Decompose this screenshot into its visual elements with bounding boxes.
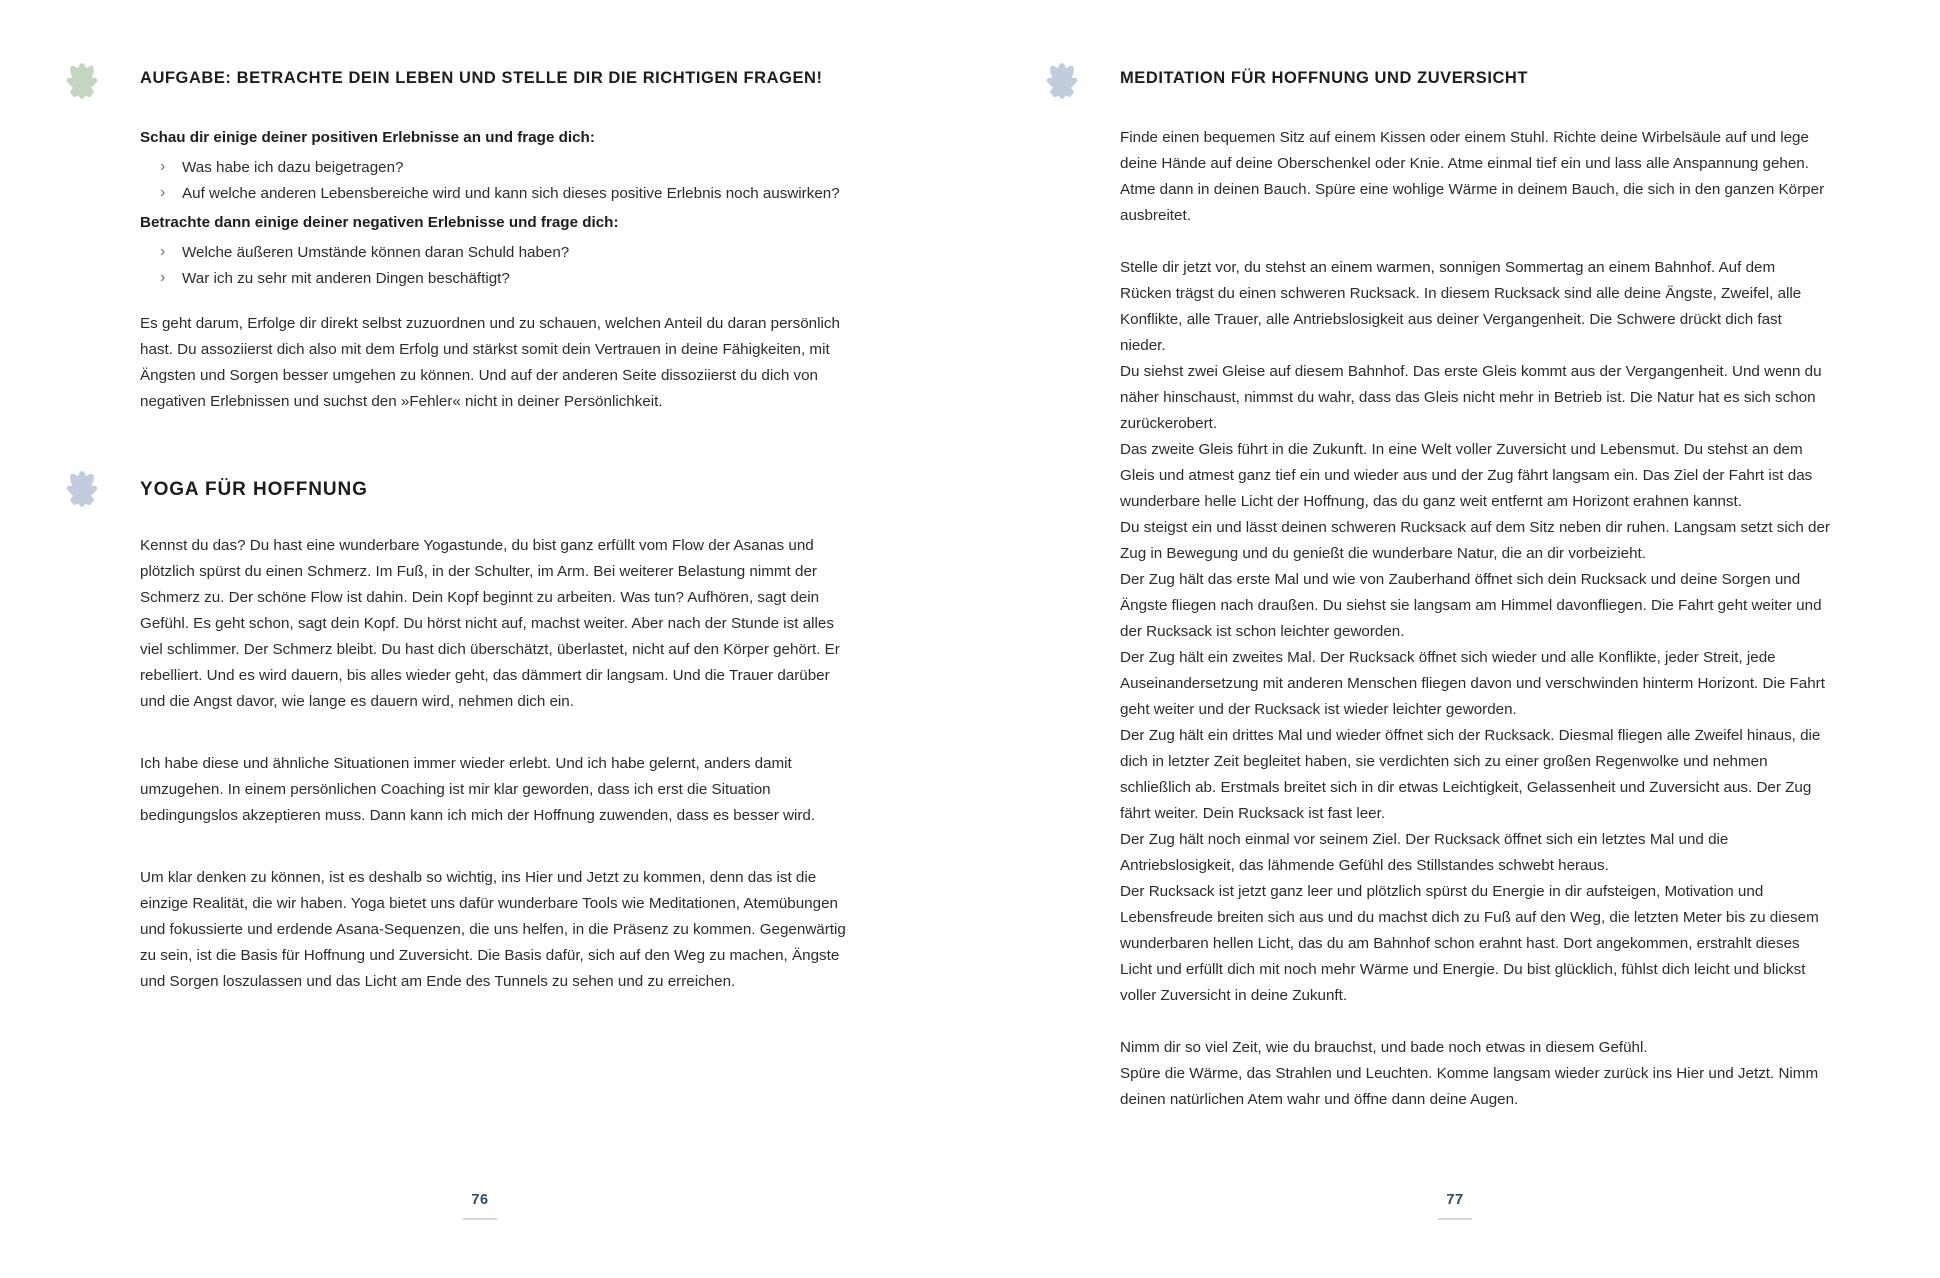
spacer — [140, 295, 850, 311]
question-list-negative — [140, 240, 850, 291]
paragraph: Der Rucksack ist jetzt ganz leer und plötzlich spürst du Energie in dir aufsteigen, Motivation und Lebensfreude breiten sich aus und du machst dich zu Fuß auf den Weg, die letzten Meter bis zu diesem wunderbaren hellen Licht, das du am Bahnhof schon erahnt hast. Dort angekommen, erstrahlt dieses Licht und erfüllt dich mit noch mehr Wärme und Energie. Du bist glücklich, fühlst dich leicht und blickst voller Zuversicht in deine Zukunft. — [1120, 883, 1819, 1004]
section-header-yoga — [90, 463, 850, 515]
folio-rule — [1438, 1218, 1472, 1220]
prompt-lead-positive: Schau dir einige deiner positiven Erlebnisse an und frage dich: — [140, 129, 595, 146]
list-item: › Auf welche anderen Lebensbereiche wird und kann sich dieses positive Erlebnis noch auswirken? — [158, 181, 850, 206]
section-title: YOGA FÜR HOFFNUNG — [140, 479, 368, 500]
page-right — [970, 0, 1940, 1278]
folio-left — [0, 1192, 970, 1220]
paragraph: Du steigst ein und lässt deinen schweren Rucksack auf dem Sitz neben dir ruhen. Langsam setzt sich der Zug in Bewegung und du genießt die wunderbare Natur, die an dir vorbeizieht. — [1120, 519, 1830, 562]
spacer — [90, 435, 850, 463]
aufgabe-body — [90, 125, 850, 415]
spacer — [1120, 229, 1830, 255]
list-item: › War ich zu sehr mit anderen Dingen beschäftigt? — [158, 266, 850, 291]
paragraph: Der Zug hält ein drittes Mal und wieder öffnet sich der Rucksack. Diesmal fliegen alle Zweifel hinaus, die dich in letzter Zeit begleitet haben, sie verdichten sich zu einer großen Regenwolke und nehmen schließlich ab. Erstmals breitet sich in dir etwas Leichtigkeit, Gelassenheit und Zuversicht aus. Der Zug fährt weiter. Dein Rucksack ist fast leer. — [1120, 727, 1821, 822]
lotus-icon — [50, 449, 114, 513]
list-item: › Was habe ich dazu beigetragen? — [158, 155, 850, 180]
paragraph: Der Zug hält das erste Mal und wie von Zauberhand öffnet sich dein Rucksack und deine Sorgen und Ängste fliegen nach draußen. Du siehst sie langsam am Himmel davonfliegen. Die Fahrt geht weiter und der Rucksack ist schon leichter geworden. — [1120, 571, 1822, 640]
paragraph: Das zweite Gleis führt in die Zukunft. In eine Welt voller Zuversicht und Lebensmut. Du stehst an dem Gleis und atmest ganz tief ein und wieder aus und der Zug fährt langsam ein. Das Ziel der Fahrt ist das wunderbare helle Licht der Hoffnung, das du ganz weit entfernt am Horizont erahnen kannst. — [1120, 441, 1813, 510]
section-header-meditation — [1070, 55, 1830, 107]
spacer — [140, 735, 850, 751]
spacer — [1120, 1009, 1830, 1035]
paragraph: Es geht darum, Erfolge dir direkt selbst zuzuordnen und zu schauen, welchen Anteil du daran persönlich hast. Du assoziierst dich also mit dem Erfolg und stärkst somit dein Vertrauen in deine Fähigkeiten, mit Ängsten und Sorgen besser umgehen zu können. Und auf der anderen Seite dissoziierst du dich von negativen Erlebnissen und suchst den »Fehler« nicht in deiner Persönlichkeit. — [140, 315, 840, 410]
paragraph: Finde einen bequemen Sitz auf einem Kissen oder einem Stuhl. Richte deine Wirbelsäule auf und lege deine Hände auf deine Oberschenkel oder Knie. Atme einmal tief ein und lass alle Anspannung gehen. Atme dann in deinen Bauch. Spüre eine wohlige Wärme in deinem Bauch, die sich in den ganzen Körper ausbreitet. — [1120, 129, 1825, 224]
spacer — [140, 849, 850, 865]
page-number: 77 — [1446, 1192, 1464, 1208]
paragraph: Der Zug hält noch einmal vor seinem Ziel. Der Rucksack öffnet sich ein letztes Mal und die Antriebslosigkeit, das lähmende Gefühl des Stillstandes schwebt heraus. — [1120, 831, 1729, 874]
prompt-lead-negative: Betrachte dann einige deiner negativen Erlebnisse und frage dich: — [140, 214, 619, 231]
paragraph: Du siehst zwei Gleise auf diesem Bahnhof. Das erste Gleis kommt aus der Vergangenheit. Und wenn du näher hinschaust, nimmst du wahr, dass das Gleis nicht mehr in Betrieb ist. Die Natur hat es sich schon zurückerobert. — [1120, 363, 1822, 432]
lotus-icon — [1030, 41, 1094, 105]
paragraph: Nimm dir so viel Zeit, wie du brauchst, und bade noch etwas in diesem Gefühl. — [1120, 1039, 1648, 1056]
lotus-icon — [50, 41, 114, 105]
paragraph: Stelle dir jetzt vor, du stehst an einem warmen, sonnigen Sommertag an einem Bahnhof. Auf dem Rücken trägst du einen schweren Rucksack. In diesem Rucksack sind alle deine Ängste, Zweifel, alle Konflikte, alle Trauer, alle Antriebslosigkeit aus deiner Vergangenheit. Die Schwere drückt dich fast nieder. — [1120, 259, 1802, 354]
section-header-aufgabe — [90, 55, 850, 107]
page-title: MEDITATION FÜR HOFFNUNG UND ZUVERSICHT — [1120, 69, 1529, 87]
folio-right — [970, 1192, 1940, 1220]
list-item: › Welche äußeren Umstände können daran Schuld haben? — [158, 240, 850, 265]
folio-rule — [463, 1218, 497, 1220]
page-title: AUFGABE: BETRACHTE DEIN LEBEN UND STELLE DIR DIE RICHTIGEN FRAGEN! — [140, 69, 823, 87]
paragraph: Der Zug hält ein zweites Mal. Der Rucksack öffnet sich wieder und alle Konflikte, jeder Streit, jede Auseinandersetzung mit anderen Menschen fliegen davon und verschwinden hinterm Horizont. Die Fahrt geht weiter und der Rucksack ist wieder leichter geworden. — [1120, 649, 1825, 718]
yoga-body — [90, 533, 850, 995]
paragraph: Spüre die Wärme, das Strahlen und Leuchten. Komme langsam wieder zurück ins Hier und Jetzt. Nimm deinen natürlichen Atem wahr und öffne dann deine Augen. — [1120, 1065, 1819, 1108]
page-number: 76 — [471, 1192, 489, 1208]
paragraph: Ich habe diese und ähnliche Situationen immer wieder erlebt. Und ich habe gelernt, anders damit umzugehen. In einem persönlichen Coaching ist mir klar geworden, dass ich erst die Situation bedingungslos akzeptieren muss. Dann kann ich mich der Hoffnung zuwenden, dass es besser wird. — [140, 755, 816, 824]
meditation-body — [1070, 125, 1830, 1113]
paragraph: Um klar denken zu können, ist es deshalb so wichtig, ins Hier und Jetzt zu kommen, denn das ist die einzige Realität, die wir haben. Yoga bietet uns dafür wunderbare Tools wie Meditationen, Atemübungen und fokussierte und erdende Asana-Sequenzen, die uns helfen, in die Präsenz zu kommen. Gegenwärtig zu sein, ist die Basis für Hoffnung und Zuversicht. Die Basis dafür, sich auf den Weg zu machen, Ängste und Sorgen loszulassen und das Licht am Ende des Tunnels zu sehen und zu erreichen. — [140, 869, 846, 990]
question-list-positive — [140, 155, 850, 206]
paragraph: Kennst du das? Du hast eine wunderbare Yogastunde, du bist ganz erfüllt vom Flow der Asanas und plötzlich spürst du einen Schmerz. Im Fuß, in der Schulter, im Arm. Bei weiterer Belastung nimmt der Schmerz zu. Der schöne Flow ist dahin. Dein Kopf beginnt zu arbeiten. Was tun? Aufhören, sagt dein Gefühl. Es geht schon, sagt dein Kopf. Du hörst nicht auf, machst weiter. Aber nach der Stunde ist alles viel schlimmer. Der Schmerz bleibt. Du hast dich überschätzt, überlastet, nicht auf den Körper gehört. Er rebelliert. Und es wird dauern, bis alles wieder geht, das dämmert dir langsam. Und die Trauer darüber und die Angst davor, wie lange es dauern wird, nehmen dich ein. — [140, 537, 840, 710]
